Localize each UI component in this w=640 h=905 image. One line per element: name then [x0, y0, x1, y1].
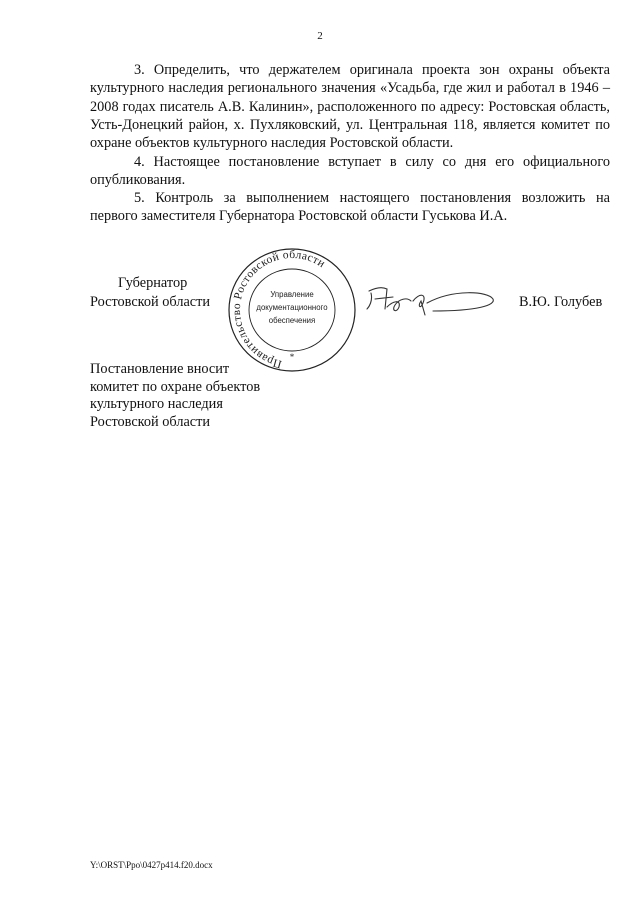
paragraph-5: 5. Контроль за выполнением настоящего постановления возложить на первого заместителя Губернатора Ростовской области Гуськова И.А.: [90, 190, 610, 225]
seal-center-line-1: Управление: [270, 290, 314, 299]
introducer-line: Постановление вносит: [90, 361, 230, 377]
seal-star-icon: *: [289, 352, 295, 362]
introducer-line: Ростовской области: [90, 413, 211, 430]
governor-name: В.Ю. Голубев: [519, 294, 603, 310]
page-number: 2: [317, 30, 323, 42]
seal-ring-text: Правительство Ростовской области: [230, 248, 328, 370]
file-path: Y:\ORST\Ppo\0427p414.f20.docx: [90, 860, 213, 870]
paragraph-4: 4. Настоящее постановление вступает в силу со дня его официального опубликования.: [90, 154, 610, 189]
official-seal: [227, 247, 357, 373]
seal-center-line-2: документационного: [256, 303, 328, 312]
governor-title: Губернатор: [118, 275, 188, 291]
introducer-line: комитет по охране объектов: [90, 378, 261, 395]
introducer-block: [90, 361, 260, 431]
paragraph-3: 3. Определить, что держателем оригинала проекта зон охраны объекта культурного наследия регионального значения «Усадьба, где жил и работал в 1946 – 2008 годах писатель А.В. Калинин», расположенного по адресу: Ростовская область, Усть-Донецкий район, х. Пухляковский, ул. Центральная 118, является комитет по охране объектов культурного наследия Ростовской области.: [90, 62, 610, 152]
governor-region: Ростовской области: [90, 294, 211, 310]
handwritten-signature: [363, 279, 498, 324]
seal-center-line-3: обеспечения: [268, 316, 316, 325]
introducer-line: культурного наследия: [90, 396, 223, 412]
